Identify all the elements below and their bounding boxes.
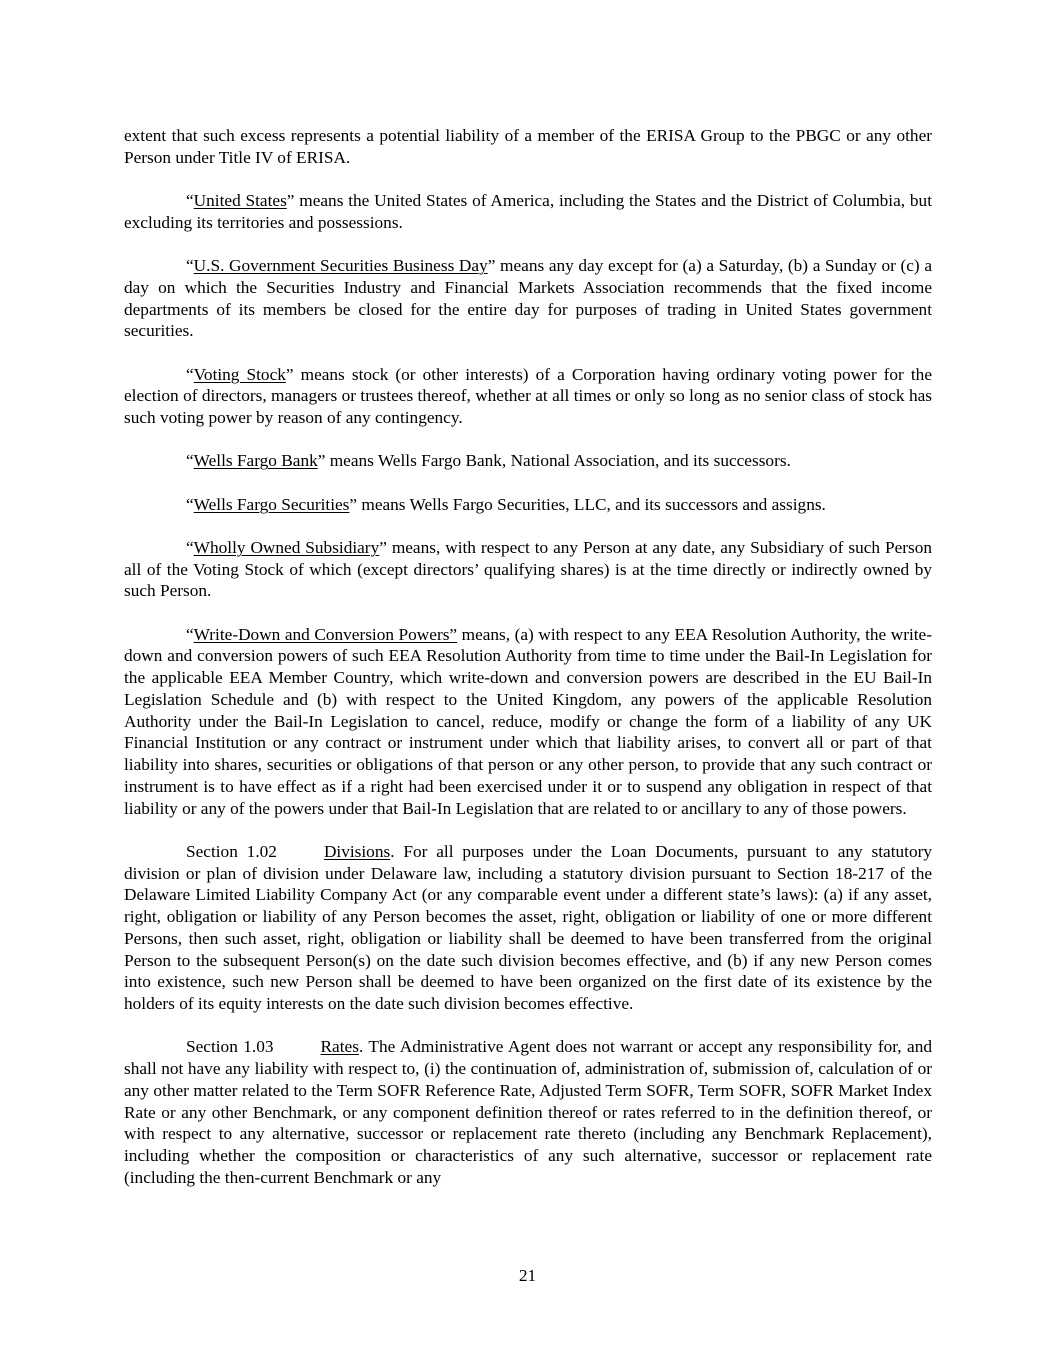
section-1-02-divisions bbox=[124, 841, 932, 1015]
section-heading: Rates bbox=[320, 1037, 359, 1057]
section-text: . For all purposes under the Loan Documents, pursuant to any statutory division or plan of division under Delaware law, including a statutory division pursuant to Section 18-217 of the Delaware Limited Liability Company Act (or any comparable event under a different state’s laws): (a) if any asset, right, obligation or liability of any Person becomes the asset, right, obligation or liability of one or more different Persons, then such asset, right, obligation or liability shall be deemed to have been transferred from the original Person to the subsequent Person(s) on the date such division becomes effective, and (b) if any new Person comes into existence, such new Person shall be deemed to have been organized on the first date of its existence by the holders of its equity interests on the date such division becomes effective. bbox=[124, 841, 932, 1013]
paragraph-erisa-continuation: extent that such excess represents a potential liability of a member of the ERISA Group to the PBGC or any other Person under Title IV of ERISA. bbox=[124, 126, 932, 167]
open-quote: “ bbox=[186, 624, 194, 644]
definition-text: ” means Wells Fargo Securities, LLC, and its successors and assigns. bbox=[349, 494, 826, 514]
open-quote: “ bbox=[186, 364, 194, 384]
open-quote: “ bbox=[186, 494, 194, 514]
page-number: 21 bbox=[518, 1266, 537, 1285]
definition-text: ” means, with respect to any Person at any date, any Subsidiary of such Person all of the Voting Stock of which (except directors’ qualifying shares) is at the time directly or indirectly owned by such Person. bbox=[124, 537, 932, 601]
open-quote: “ bbox=[186, 256, 194, 275]
defined-term: United States bbox=[193, 191, 287, 210]
definition-text: ” means Wells Fargo Bank, National Association, and its successors. bbox=[317, 451, 791, 471]
definition-wholly-owned-subsidiary bbox=[124, 537, 932, 602]
definition-text: ” means the United States of America, including the States and the District of Columbia, but excluding its territories and possessions. bbox=[124, 191, 932, 232]
definition-wells-fargo-securities bbox=[124, 494, 932, 516]
defined-term: U.S. Government Securities Business Day bbox=[193, 256, 488, 275]
defined-term: Wholly Owned Subsidiary bbox=[193, 537, 380, 557]
definition-us-government-securities-business-day bbox=[124, 255, 932, 342]
section-text: . The Administrative Agent does not warrant or accept any responsibility for, and shall not have any liability with respect to, (i) the continuation of, administration of, submission of, calculation of or any other matter related to the Term SOFR Reference Rate, Adjusted Term SOFR, Term SOFR, SOFR Market Index Rate or any other Benchmark, or any component definition thereof or rates referred to in the definition thereof, or with respect to any alternative, successor or replacement rate thereto (including any Benchmark Replacement), including whether the composition or characteristics of any such alternative, successor or replacement rate (including the then-current Benchmark or any bbox=[124, 1037, 932, 1187]
definition-united-states bbox=[124, 190, 932, 234]
section-number: Section 1.02 bbox=[186, 841, 277, 861]
open-quote: “ bbox=[186, 537, 194, 557]
definition-wells-fargo-bank bbox=[124, 450, 932, 472]
definition-write-down-and-conversion-powers bbox=[124, 624, 932, 820]
definition-voting-stock bbox=[124, 364, 932, 429]
document-page bbox=[124, 125, 932, 1210]
definition-text: means, (a) with respect to any EEA Resolution Authority, the write-down and conversion powers of such EEA Resolution Authority from time to time under the Bail-In Legislation for the applicable EEA Member Country, which write-down and conversion powers are described in the EU Bail-In Legislation Schedule and (b) with respect to the United Kingdom, any powers of the applicable Resolution Authority under the Bail-In Legislation to cancel, reduce, modify or change the form of a liability of any UK Financial Institution or any contract or instrument under which that liability arises, to convert all or part of that liability into shares, securities or obligations of that person or any other person, to provide that any such contract or instrument is to have effect as if a right had been exercised under it or to suspend any obligation in respect of that liability or any of the powers under that Bail-In Legislation that are related to or ancillary to any of those powers. bbox=[124, 624, 932, 818]
section-number: Section 1.03 bbox=[186, 1037, 274, 1057]
definition-text: ” means any day except for (a) a Saturday, (b) a Sunday or (c) a day on which the Securities Industry and Financial Markets Association recommends that the fixed income departments of its members be closed for the entire day for purposes of trading in United States government securities. bbox=[124, 256, 932, 341]
defined-term: Wells Fargo Bank bbox=[193, 451, 318, 471]
section-heading: Divisions bbox=[323, 841, 391, 861]
open-quote: “ bbox=[186, 191, 194, 210]
defined-term: Write-Down and Conversion Powers” bbox=[193, 624, 458, 644]
defined-term: Voting Stock bbox=[193, 364, 286, 384]
section-1-03-rates bbox=[124, 1036, 932, 1188]
open-quote: “ bbox=[186, 451, 194, 471]
definition-text: ” means stock (or other interests) of a Corporation having ordinary voting power for the election of directors, managers or trustees thereof, whether at all times or only so long as no senior class of stock has such voting power by reason of any contingency. bbox=[124, 364, 932, 427]
defined-term: Wells Fargo Securities bbox=[193, 494, 350, 514]
